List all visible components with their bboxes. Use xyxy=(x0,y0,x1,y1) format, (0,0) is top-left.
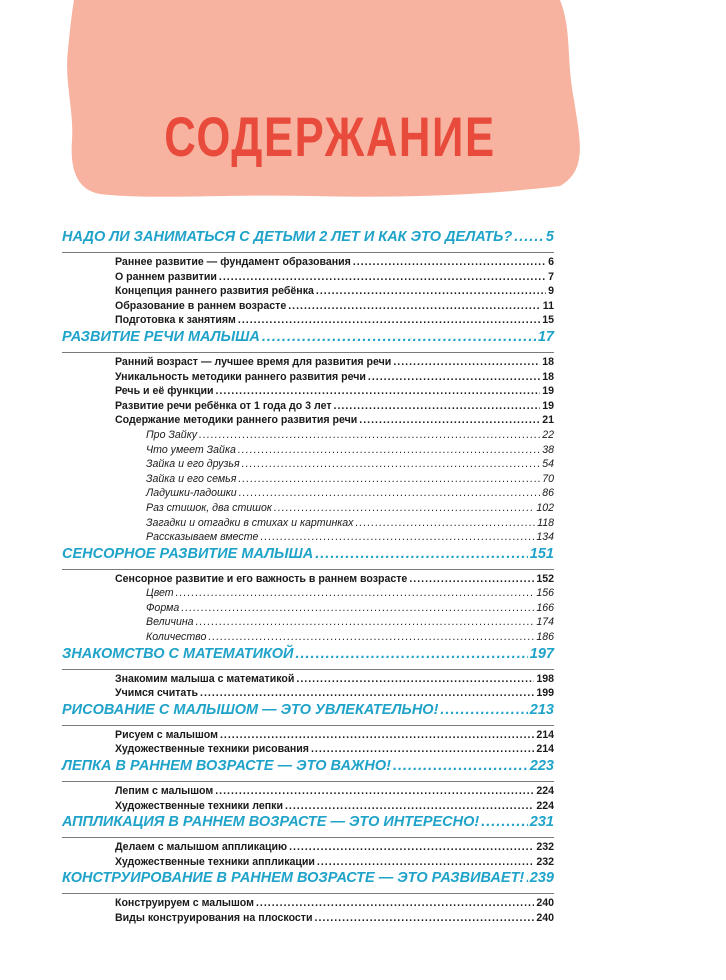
toc-section xyxy=(62,814,554,870)
dot-leader xyxy=(353,256,546,268)
entry-title: Концепция раннего развития ребёнка xyxy=(115,285,314,298)
section-divider xyxy=(62,781,554,782)
entry-page-number: 70 xyxy=(542,472,554,485)
entry-page-number: 118 xyxy=(537,516,554,529)
section-page-number: 223 xyxy=(529,758,554,775)
toc-section-heading[interactable] xyxy=(62,546,554,567)
entry-title: Лепим с малышом xyxy=(115,785,214,798)
toc-section xyxy=(62,546,554,646)
dot-leader xyxy=(220,729,534,741)
toc-entry[interactable] xyxy=(62,743,554,758)
entry-page-number: 18 xyxy=(542,370,554,383)
toc-entry[interactable] xyxy=(62,687,554,702)
section-title: РИСОВАНИЕ С МАЛЫШОМ — ЭТО УВЛЕКАТЕЛЬНО! xyxy=(62,701,439,718)
entry-title: Ранний возраст — лучшее время для развития речи xyxy=(115,355,392,368)
entry-title: Содержание методики раннего развития речи xyxy=(115,414,358,427)
toc-section-heading[interactable] xyxy=(62,646,554,667)
toc-section xyxy=(62,702,554,758)
dot-leader xyxy=(285,800,534,812)
entry-page-number: 198 xyxy=(536,672,554,685)
dot-leader xyxy=(311,743,534,755)
dot-leader xyxy=(256,897,534,909)
dot-leader xyxy=(514,229,544,245)
toc-subsubentry[interactable] xyxy=(62,502,554,517)
toc-subsubentry[interactable] xyxy=(62,444,554,459)
dot-leader xyxy=(315,546,528,562)
entry-title: Развитие речи ребёнка от 1 года до 3 лет xyxy=(115,399,332,412)
entry-title: Цвет xyxy=(146,587,174,600)
section-title: КОНСТРУИРОВАНИЕ В РАННЕМ ВОЗРАСТЕ — ЭТО РАЗВИВАЕТ! xyxy=(62,870,525,887)
entry-title: Конструируем с малышом xyxy=(115,897,254,910)
toc-entry[interactable] xyxy=(62,912,554,927)
dot-leader xyxy=(260,531,534,543)
dot-leader xyxy=(262,329,536,345)
section-divider xyxy=(62,669,554,670)
toc-subsubentry[interactable] xyxy=(62,531,554,546)
toc-subsubentry[interactable] xyxy=(62,458,554,473)
entry-page-number: 134 xyxy=(536,531,554,544)
dot-leader xyxy=(274,502,534,514)
entry-title: Раз стишок, два стишок xyxy=(146,501,272,514)
toc-entry[interactable] xyxy=(62,271,554,286)
entry-title: Количество xyxy=(146,631,207,644)
toc-entry[interactable] xyxy=(62,256,554,271)
section-divider xyxy=(62,725,554,726)
toc-subsubentry[interactable] xyxy=(62,429,554,444)
dot-leader xyxy=(481,814,528,830)
entry-page-number: 232 xyxy=(536,855,554,868)
section-page-number: 17 xyxy=(537,328,554,345)
entry-title: Художественные техники лепки xyxy=(115,799,283,812)
dot-leader xyxy=(315,912,535,924)
entry-title: Виды конструирования на плоскости xyxy=(115,912,313,924)
entry-page-number: 199 xyxy=(536,687,554,700)
dot-leader xyxy=(368,371,540,383)
entry-page-number: 240 xyxy=(536,912,554,924)
toc-section-heading[interactable] xyxy=(62,814,554,835)
banner-blob xyxy=(60,0,600,202)
entry-page-number: 19 xyxy=(542,399,554,412)
toc-entry[interactable] xyxy=(62,897,554,912)
entry-page-number: 156 xyxy=(536,587,554,600)
entry-page-number: 174 xyxy=(536,616,554,629)
toc-subsubentry[interactable] xyxy=(62,487,554,502)
dot-leader xyxy=(316,285,546,297)
section-title: АППЛИКАЦИЯ В РАННЕМ ВОЗРАСТЕ — ЭТО ИНТЕРЕСНО! xyxy=(62,814,480,831)
dot-leader xyxy=(215,785,534,797)
toc-entry[interactable] xyxy=(62,785,554,800)
dot-leader xyxy=(409,573,534,585)
entry-page-number: 38 xyxy=(542,443,554,456)
entry-page-number: 54 xyxy=(542,458,554,471)
dot-leader xyxy=(393,758,528,774)
entry-title: Форма xyxy=(146,601,180,614)
section-divider xyxy=(62,569,554,570)
section-title: НАДО ЛИ ЗАНИМАТЬСЯ С ДЕТЬМИ 2 ЛЕТ И КАК ЭТО ДЕЛАТЬ? xyxy=(62,229,513,245)
entry-title: Рисуем с малышом xyxy=(115,728,218,741)
toc-subsubentry[interactable] xyxy=(62,587,554,602)
toc-subsubentry[interactable] xyxy=(62,602,554,617)
entry-page-number: 7 xyxy=(548,270,554,283)
section-divider xyxy=(62,837,554,838)
entry-page-number: 224 xyxy=(536,785,554,798)
dot-leader xyxy=(242,458,541,470)
toc-entry[interactable] xyxy=(62,800,554,815)
section-title: ЗНАКОМСТВО С МАТЕМАТИКОЙ xyxy=(62,645,294,662)
toc-section xyxy=(62,870,554,926)
toc-entry[interactable] xyxy=(62,285,554,300)
dot-leader xyxy=(200,687,534,699)
section-divider xyxy=(62,893,554,894)
entry-title: Зайка и его друзья xyxy=(146,458,240,471)
toc-entry[interactable] xyxy=(62,573,554,588)
entry-page-number: 6 xyxy=(548,256,554,268)
toc-entry[interactable] xyxy=(62,371,554,386)
entry-title: Ладушки-ладошки xyxy=(146,487,237,500)
section-page-number: 239 xyxy=(529,870,554,887)
toc-entry[interactable] xyxy=(62,729,554,744)
dot-leader xyxy=(289,841,534,853)
dot-leader xyxy=(219,271,546,283)
dot-leader xyxy=(208,631,534,643)
entry-title: Речь и её функции xyxy=(115,385,214,398)
section-title: РАЗВИТИЕ РЕЧИ МАЛЫША xyxy=(62,328,260,345)
toc-section-heading[interactable] xyxy=(62,229,554,250)
dot-leader xyxy=(196,616,535,628)
entry-page-number: 102 xyxy=(536,501,554,514)
entry-page-number: 18 xyxy=(542,355,554,368)
section-divider xyxy=(62,252,554,253)
toc-entry[interactable] xyxy=(62,385,554,400)
dot-leader xyxy=(238,473,540,485)
toc-section xyxy=(62,646,554,702)
section-title: СЕНСОРНОЕ РАЗВИТИЕ МАЛЫША xyxy=(62,545,314,562)
dot-leader xyxy=(296,673,534,685)
toc-entry[interactable] xyxy=(62,300,554,315)
entry-page-number: 214 xyxy=(536,728,554,741)
entry-page-number: 9 xyxy=(548,285,554,298)
title-banner xyxy=(60,0,600,202)
toc-subsubentry[interactable] xyxy=(62,616,554,631)
entry-title: Уникальность методики раннего развития речи xyxy=(115,370,366,383)
entry-title: Делаем с малышом аппликацию xyxy=(115,841,288,854)
toc-entry[interactable] xyxy=(62,841,554,856)
entry-page-number: 86 xyxy=(542,487,554,500)
table-of-contents xyxy=(62,229,554,927)
dot-leader xyxy=(176,587,535,599)
toc-section xyxy=(62,758,554,814)
dot-leader xyxy=(295,646,527,662)
entry-title: Величина xyxy=(146,616,194,629)
dot-leader xyxy=(238,314,540,326)
toc-entry[interactable] xyxy=(62,856,554,871)
entry-title: Сенсорное развитие и его важность в раннем возрасте xyxy=(115,572,408,585)
dot-leader xyxy=(526,870,528,886)
section-page-number: 231 xyxy=(529,814,554,831)
toc-section-heading[interactable] xyxy=(62,329,554,350)
toc-section-heading[interactable] xyxy=(62,870,554,891)
entry-title: Рассказываем вместе xyxy=(146,531,259,544)
section-page-number: 197 xyxy=(529,645,554,662)
toc-section-heading[interactable] xyxy=(62,702,554,723)
toc-subsubentry[interactable] xyxy=(62,631,554,646)
section-divider xyxy=(62,352,554,353)
entry-title: Что умеет Зайка xyxy=(146,443,236,456)
toc-entry[interactable] xyxy=(62,673,554,688)
dot-leader xyxy=(288,300,541,312)
entry-page-number: 232 xyxy=(536,841,554,854)
entry-page-number: 240 xyxy=(536,897,554,910)
entry-title: О раннем развитии xyxy=(115,270,217,283)
dot-leader xyxy=(199,429,540,441)
entry-page-number: 11 xyxy=(542,299,554,312)
toc-section-heading[interactable] xyxy=(62,758,554,779)
dot-leader xyxy=(181,602,534,614)
entry-title: Раннее развитие — фундамент образования xyxy=(115,256,351,268)
entry-page-number: 22 xyxy=(542,428,554,441)
toc-entry[interactable] xyxy=(62,414,554,429)
entry-page-number: 19 xyxy=(542,385,554,398)
section-title: ЛЕПКА В РАННЕМ ВОЗРАСТЕ — ЭТО ВАЖНО! xyxy=(62,758,391,775)
page-title: СОДЕРЖАНИЕ xyxy=(164,105,496,168)
entry-title: Зайка и его семья xyxy=(146,472,237,485)
section-page-number: 213 xyxy=(529,701,554,718)
entry-title: Художественные техники рисования xyxy=(115,743,309,756)
toc-subsubentry[interactable] xyxy=(62,517,554,532)
entry-page-number: 224 xyxy=(536,799,554,812)
dot-leader xyxy=(440,702,527,718)
entry-page-number: 214 xyxy=(536,743,554,756)
entry-page-number: 21 xyxy=(542,414,554,427)
entry-title: Про Зайку xyxy=(146,428,197,441)
dot-leader xyxy=(317,856,534,868)
entry-page-number: 15 xyxy=(542,314,554,327)
entry-page-number: 166 xyxy=(536,601,554,614)
toc-entry[interactable] xyxy=(62,314,554,329)
dot-leader xyxy=(239,487,540,499)
entry-page-number: 152 xyxy=(536,572,554,585)
section-page-number: 5 xyxy=(545,229,554,245)
toc-entry[interactable] xyxy=(62,356,554,371)
entry-title: Художественные техники аппликации xyxy=(115,855,315,868)
dot-leader xyxy=(334,400,541,412)
dot-leader xyxy=(238,444,540,456)
toc-section xyxy=(62,329,554,546)
entry-title: Загадки и отгадки в стихах и картинках xyxy=(146,516,354,529)
dot-leader xyxy=(393,356,540,368)
section-page-number: 151 xyxy=(529,545,554,562)
entry-title: Учимся считать xyxy=(115,687,199,700)
toc-subsubentry[interactable] xyxy=(62,473,554,488)
toc-entry[interactable] xyxy=(62,400,554,415)
dot-leader xyxy=(355,517,535,529)
entry-title: Знакомим малыша с математикой xyxy=(115,672,295,685)
dot-leader xyxy=(215,385,540,397)
entry-page-number: 186 xyxy=(536,631,554,644)
toc-section xyxy=(62,229,554,329)
dot-leader xyxy=(359,414,540,426)
entry-title: Образование в раннем возрасте xyxy=(115,299,287,312)
entry-title: Подготовка к занятиям xyxy=(115,314,236,327)
